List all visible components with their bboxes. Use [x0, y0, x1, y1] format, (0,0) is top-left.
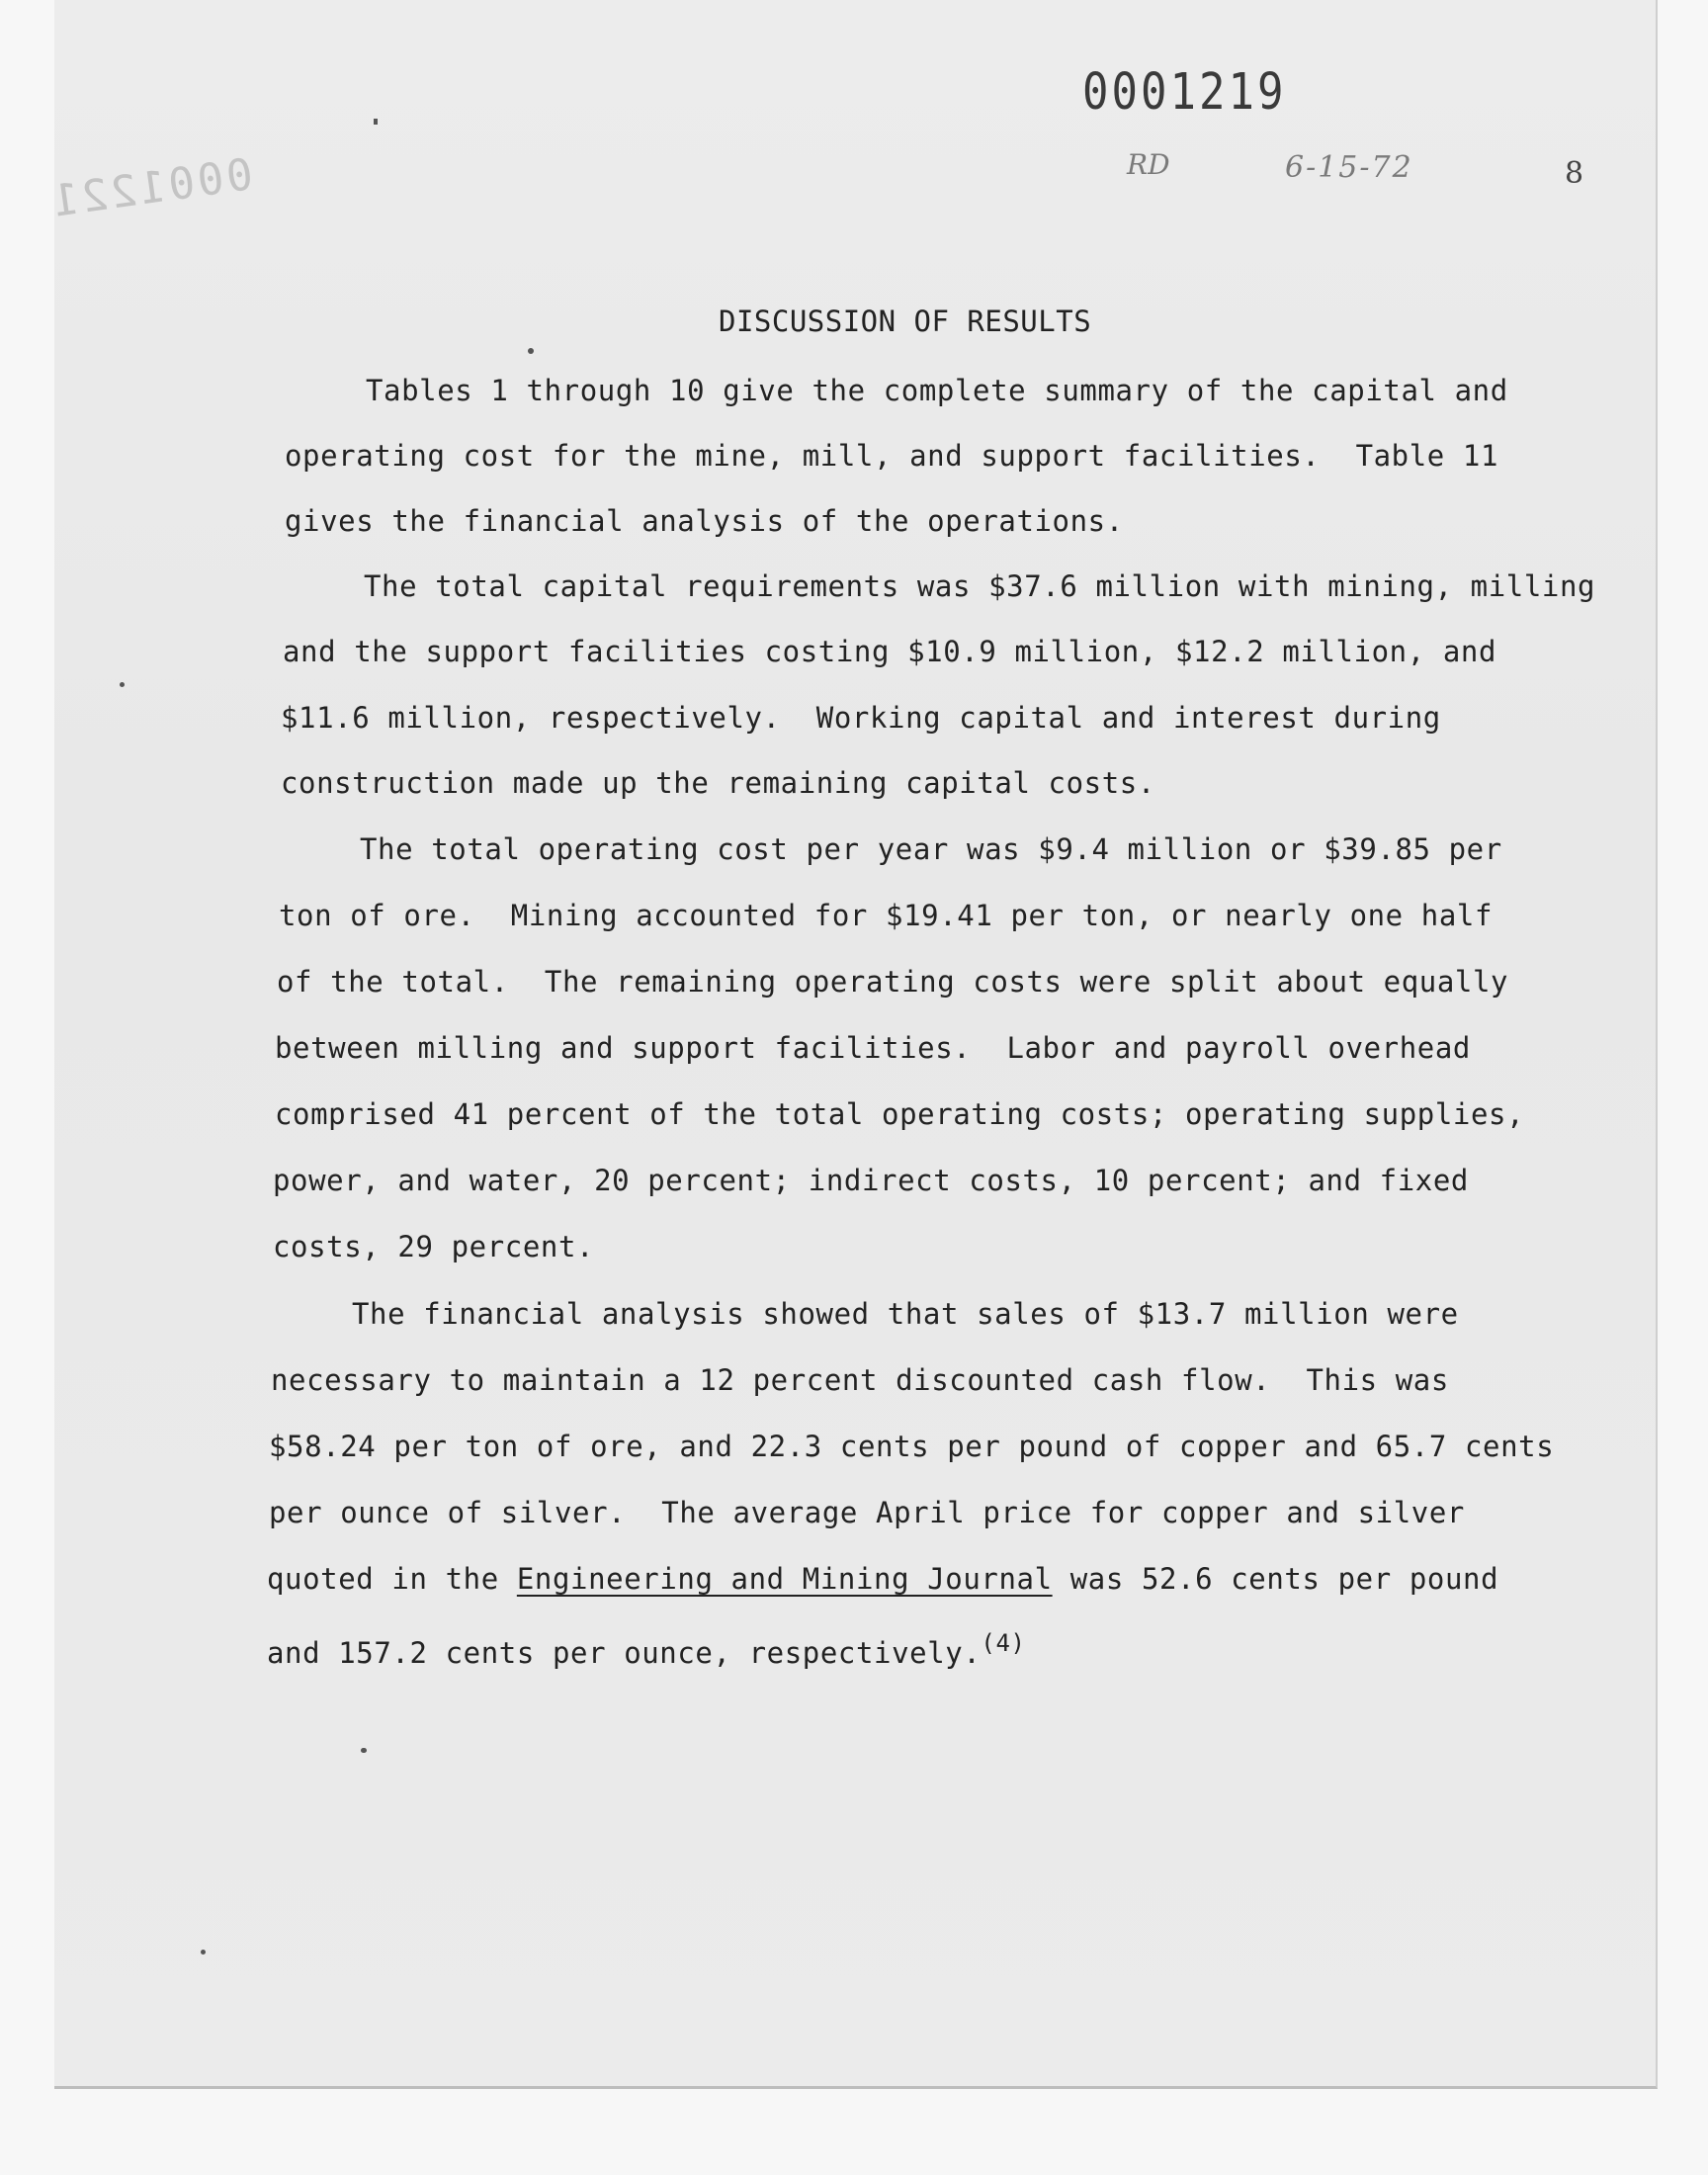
handwritten-date: 6-15-72 — [1285, 150, 1413, 185]
paragraph-line: of the total. The remaining operating costs were split about equally — [277, 965, 1509, 999]
paragraph-line: and the support facilities costing $10.9 million, $12.2 million, and — [283, 635, 1497, 668]
journal-title: Engineering and Mining Journal — [516, 1562, 1053, 1596]
paragraph-line: The total operating cost per year was $9.4 million or $39.85 per — [360, 832, 1502, 866]
scan-speck — [374, 119, 378, 125]
paragraph-line: gives the financial analysis of the operations. — [285, 504, 1124, 538]
bleed-through-stamp: 0001221 — [46, 148, 256, 228]
scan-speck — [120, 682, 125, 687]
paragraph-line: The total capital requirements was $37.6 million with mining, milling — [364, 569, 1596, 603]
paragraph-line — [267, 1562, 1498, 1596]
scan-speck — [201, 1950, 206, 1955]
paragraph-line: $11.6 million, respectively. Working capital and interest during — [281, 701, 1441, 735]
page-number: 8 — [1565, 156, 1584, 191]
paragraph-line: comprised 41 percent of the total operating costs; operating supplies, — [275, 1097, 1525, 1131]
paragraph-line: between milling and support facilities. Labor and payroll overhead — [275, 1031, 1471, 1065]
line-text: and 157.2 cents per ounce, respectively. — [267, 1636, 982, 1670]
scan-speck — [528, 348, 534, 354]
paragraph-line: costs, 29 percent. — [273, 1230, 595, 1263]
section-heading: DISCUSSION OF RESULTS — [719, 304, 1092, 338]
scan-speck — [361, 1748, 367, 1753]
paragraph-line: $58.24 per ton of ore, and 22.3 cents per pound of copper and 65.7 cents — [269, 1430, 1555, 1463]
paragraph-line: construction made up the remaining capital costs. — [281, 766, 1155, 800]
paragraph-line: Tables 1 through 10 give the complete summary of the capital and — [366, 374, 1508, 407]
handwritten-initials: RD — [1127, 148, 1170, 181]
paragraph-line — [267, 1629, 1026, 1670]
paragraph-line: The financial analysis showed that sales of $13.7 million were — [352, 1297, 1459, 1331]
line-text: quoted in the — [267, 1562, 517, 1596]
paragraph-line: operating cost for the mine, mill, and support facilities. Table 11 — [285, 439, 1499, 473]
paragraph-line: per ounce of silver. The average April price for copper and silver — [269, 1496, 1465, 1529]
reference-superscript: (4) — [981, 1629, 1026, 1657]
paragraph-line: ton of ore. Mining accounted for $19.41 per ton, or nearly one half — [279, 899, 1494, 932]
document-number: 0001219 — [1082, 63, 1287, 122]
paragraph-line: power, and water, 20 percent; indirect costs, 10 percent; and fixed — [273, 1164, 1469, 1197]
line-text: was 52.6 cents per pound — [1052, 1562, 1499, 1596]
paragraph-line: necessary to maintain a 12 percent discounted cash flow. This was — [271, 1363, 1449, 1397]
